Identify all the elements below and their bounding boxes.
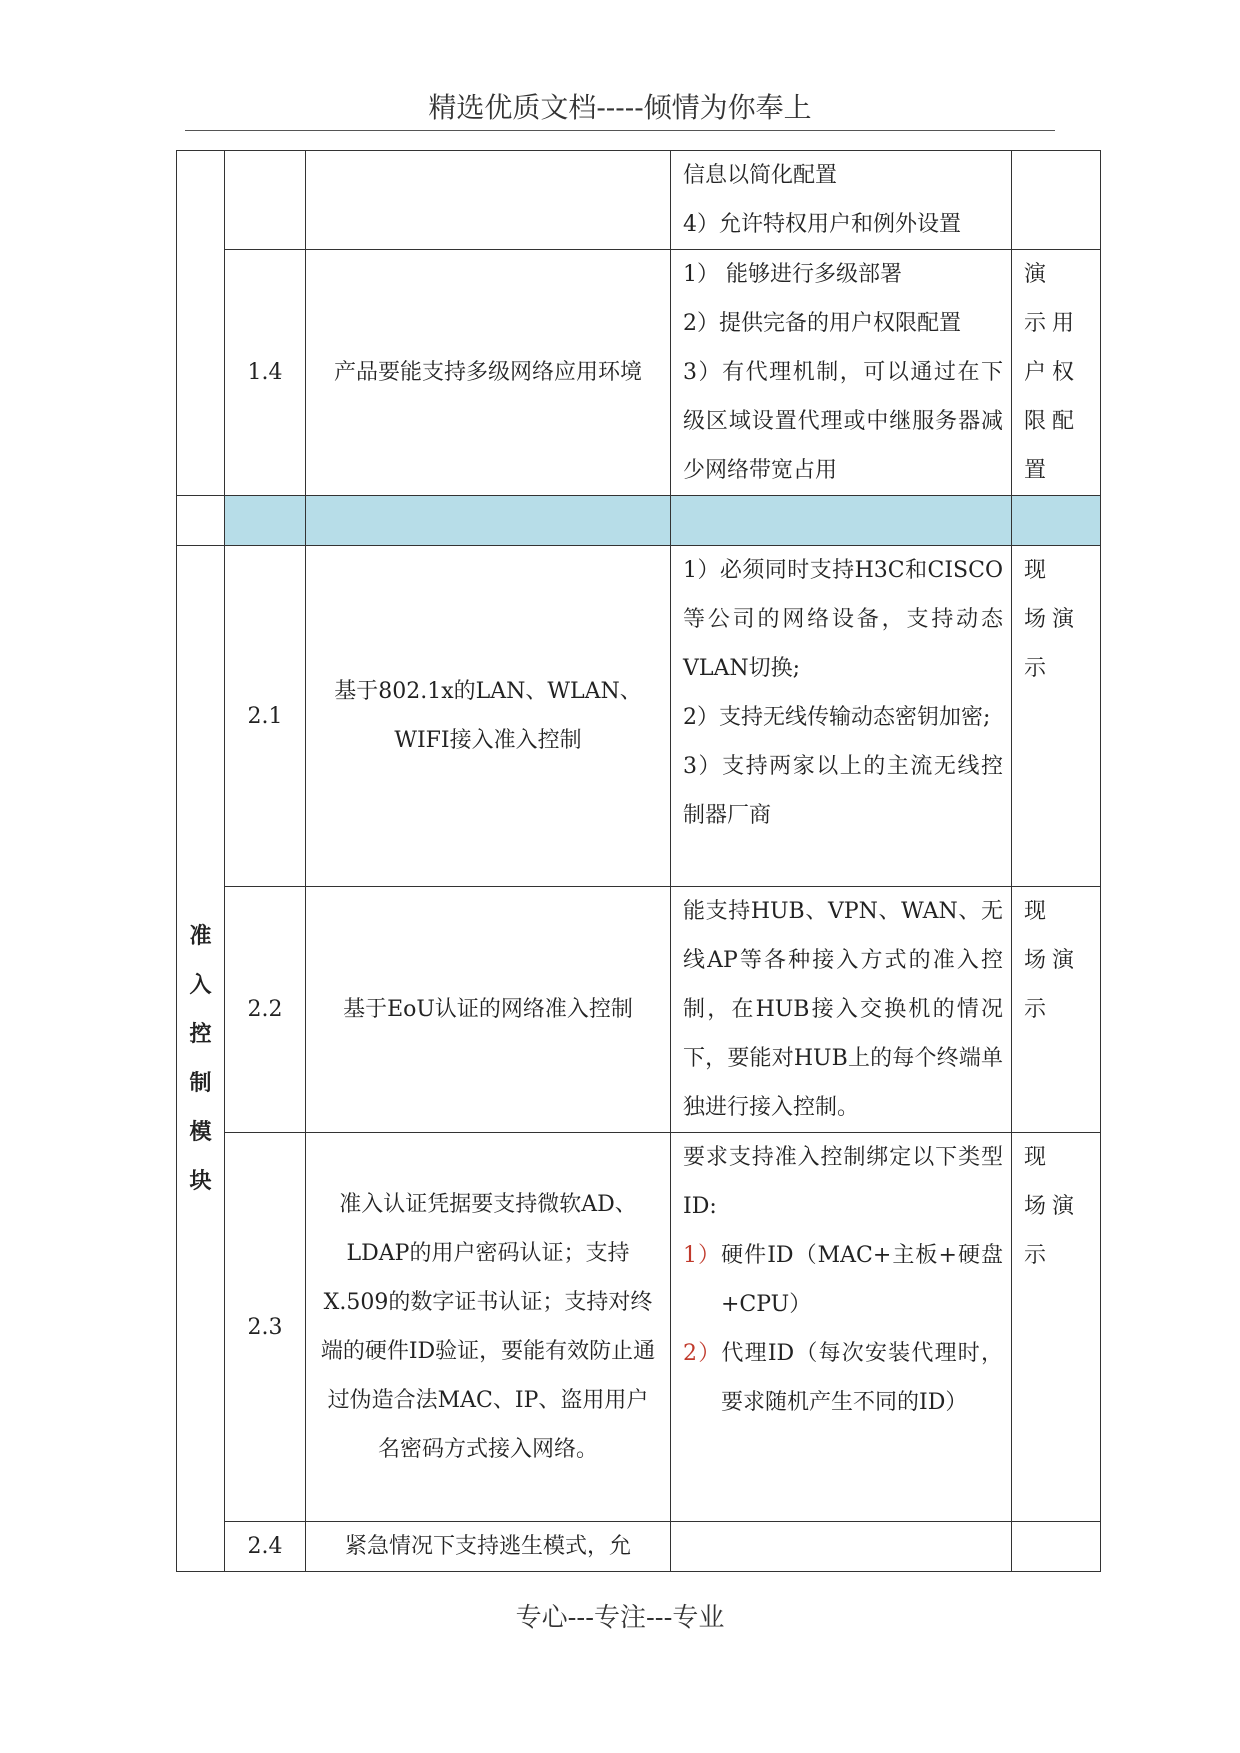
item-number: 1.4 <box>225 250 306 496</box>
item-number: 2.3 <box>225 1133 306 1522</box>
details-cell <box>671 1522 1012 1572</box>
details-line: 能支持HUB、VPN、WAN、无线AP等各种接入方式的准入控制，在HUB接入交换机的情况下，要能对HUB上的每个终端单独进行接入控制。 <box>683 899 1003 1120</box>
details-list-item <box>683 1231 1003 1329</box>
requirement-cell: 准入认证凭据要支持微软AD、LDAP的用户密码认证；支持X.509的数字证书认证；支持对终端的硬件ID验证，要能有效防止通过伪造合法MAC、IP、盗用用户名密码方式接入网络。 <box>306 1133 671 1522</box>
details-line: 3）支持两家以上的主流无线控制器厂商 <box>683 754 1003 828</box>
requirement-cell <box>306 151 671 250</box>
details-line: 1）必须同时支持H3C和CISCO等公司的网络设备，支持动态VLAN切换; <box>683 558 1003 681</box>
band-cell <box>1012 496 1101 546</box>
test-method-cell: 演 示用 户权 限配置 <box>1012 250 1101 496</box>
spec-table <box>176 150 1101 1572</box>
page-header: 精选优质文档-----倾情为你奉上 <box>428 91 812 124</box>
details-line: 1） 能够进行多级部署 <box>683 262 902 287</box>
test-method-cell: 现 场演示 <box>1012 887 1101 1133</box>
item-number: 2.2 <box>225 887 306 1133</box>
item-number: 2.4 <box>225 1522 306 1572</box>
header-rule <box>185 130 1055 131</box>
module-label <box>177 546 225 1572</box>
table-row <box>177 546 1101 887</box>
details-cell <box>671 546 1012 887</box>
list-item-text: 硬件ID（MAC+主板+硬盘+CPU） <box>721 1243 1004 1317</box>
table-row <box>177 1133 1101 1522</box>
list-number: 1） <box>683 1243 722 1268</box>
module-cell-1 <box>177 151 225 496</box>
details-cell <box>671 151 1012 250</box>
details-line: 3）有代理机制，可以通过在下级区域设置代理或中继服务器减少网络带宽占用 <box>683 360 1003 483</box>
details-line: 4）允许特权用户和例外设置 <box>683 212 961 237</box>
module-label-char: 块 <box>189 1167 212 1194</box>
module-label-char: 入 <box>189 971 212 998</box>
module-label-char: 模 <box>189 1118 212 1145</box>
table-row <box>177 151 1101 250</box>
requirement-cell: 基于EoU认证的网络准入控制 <box>306 887 671 1133</box>
test-method-cell: 现 场演示 <box>1012 1133 1101 1522</box>
test-method-cell <box>1012 151 1101 250</box>
table-row <box>177 250 1101 496</box>
details-cell <box>671 250 1012 496</box>
details-cell <box>671 887 1012 1133</box>
requirement-cell: 产品要能支持多级网络应用环境 <box>306 250 671 496</box>
table-row <box>177 887 1101 1133</box>
requirement-cell: 紧急情况下支持逃生模式，允 <box>306 1522 671 1572</box>
details-line: 2）支持无线传输动态密钥加密; <box>683 705 991 730</box>
band-cell <box>225 496 306 546</box>
test-method-cell: 现 场演示 <box>1012 546 1101 887</box>
section-band-row <box>177 496 1101 546</box>
module-label-char: 准 <box>189 922 212 949</box>
details-cell <box>671 1133 1012 1522</box>
details-list-item <box>683 1329 1003 1427</box>
details-line: 要求支持准入控制绑定以下类型ID: <box>683 1145 1003 1219</box>
details-line: 2）提供完备的用户权限配置 <box>683 311 961 336</box>
list-number: 2） <box>683 1341 722 1366</box>
module-label-char: 制 <box>189 1069 212 1096</box>
module-label-char: 控 <box>189 1020 212 1047</box>
requirement-cell: 基于802.1x的LAN、WLAN、WIFI接入准入控制 <box>306 546 671 887</box>
band-blank-cell <box>177 496 225 546</box>
item-number <box>225 151 306 250</box>
item-number: 2.1 <box>225 546 306 887</box>
list-item-text: 代理ID（每次安装代理时，要求随机产生不同的ID） <box>721 1341 1003 1415</box>
table-row <box>177 1522 1101 1572</box>
test-method-cell <box>1012 1522 1101 1572</box>
band-cell <box>306 496 671 546</box>
page-footer: 专心---专注---专业 <box>515 1603 725 1633</box>
details-line: 信息以简化配置 <box>683 163 838 188</box>
band-cell <box>671 496 1012 546</box>
